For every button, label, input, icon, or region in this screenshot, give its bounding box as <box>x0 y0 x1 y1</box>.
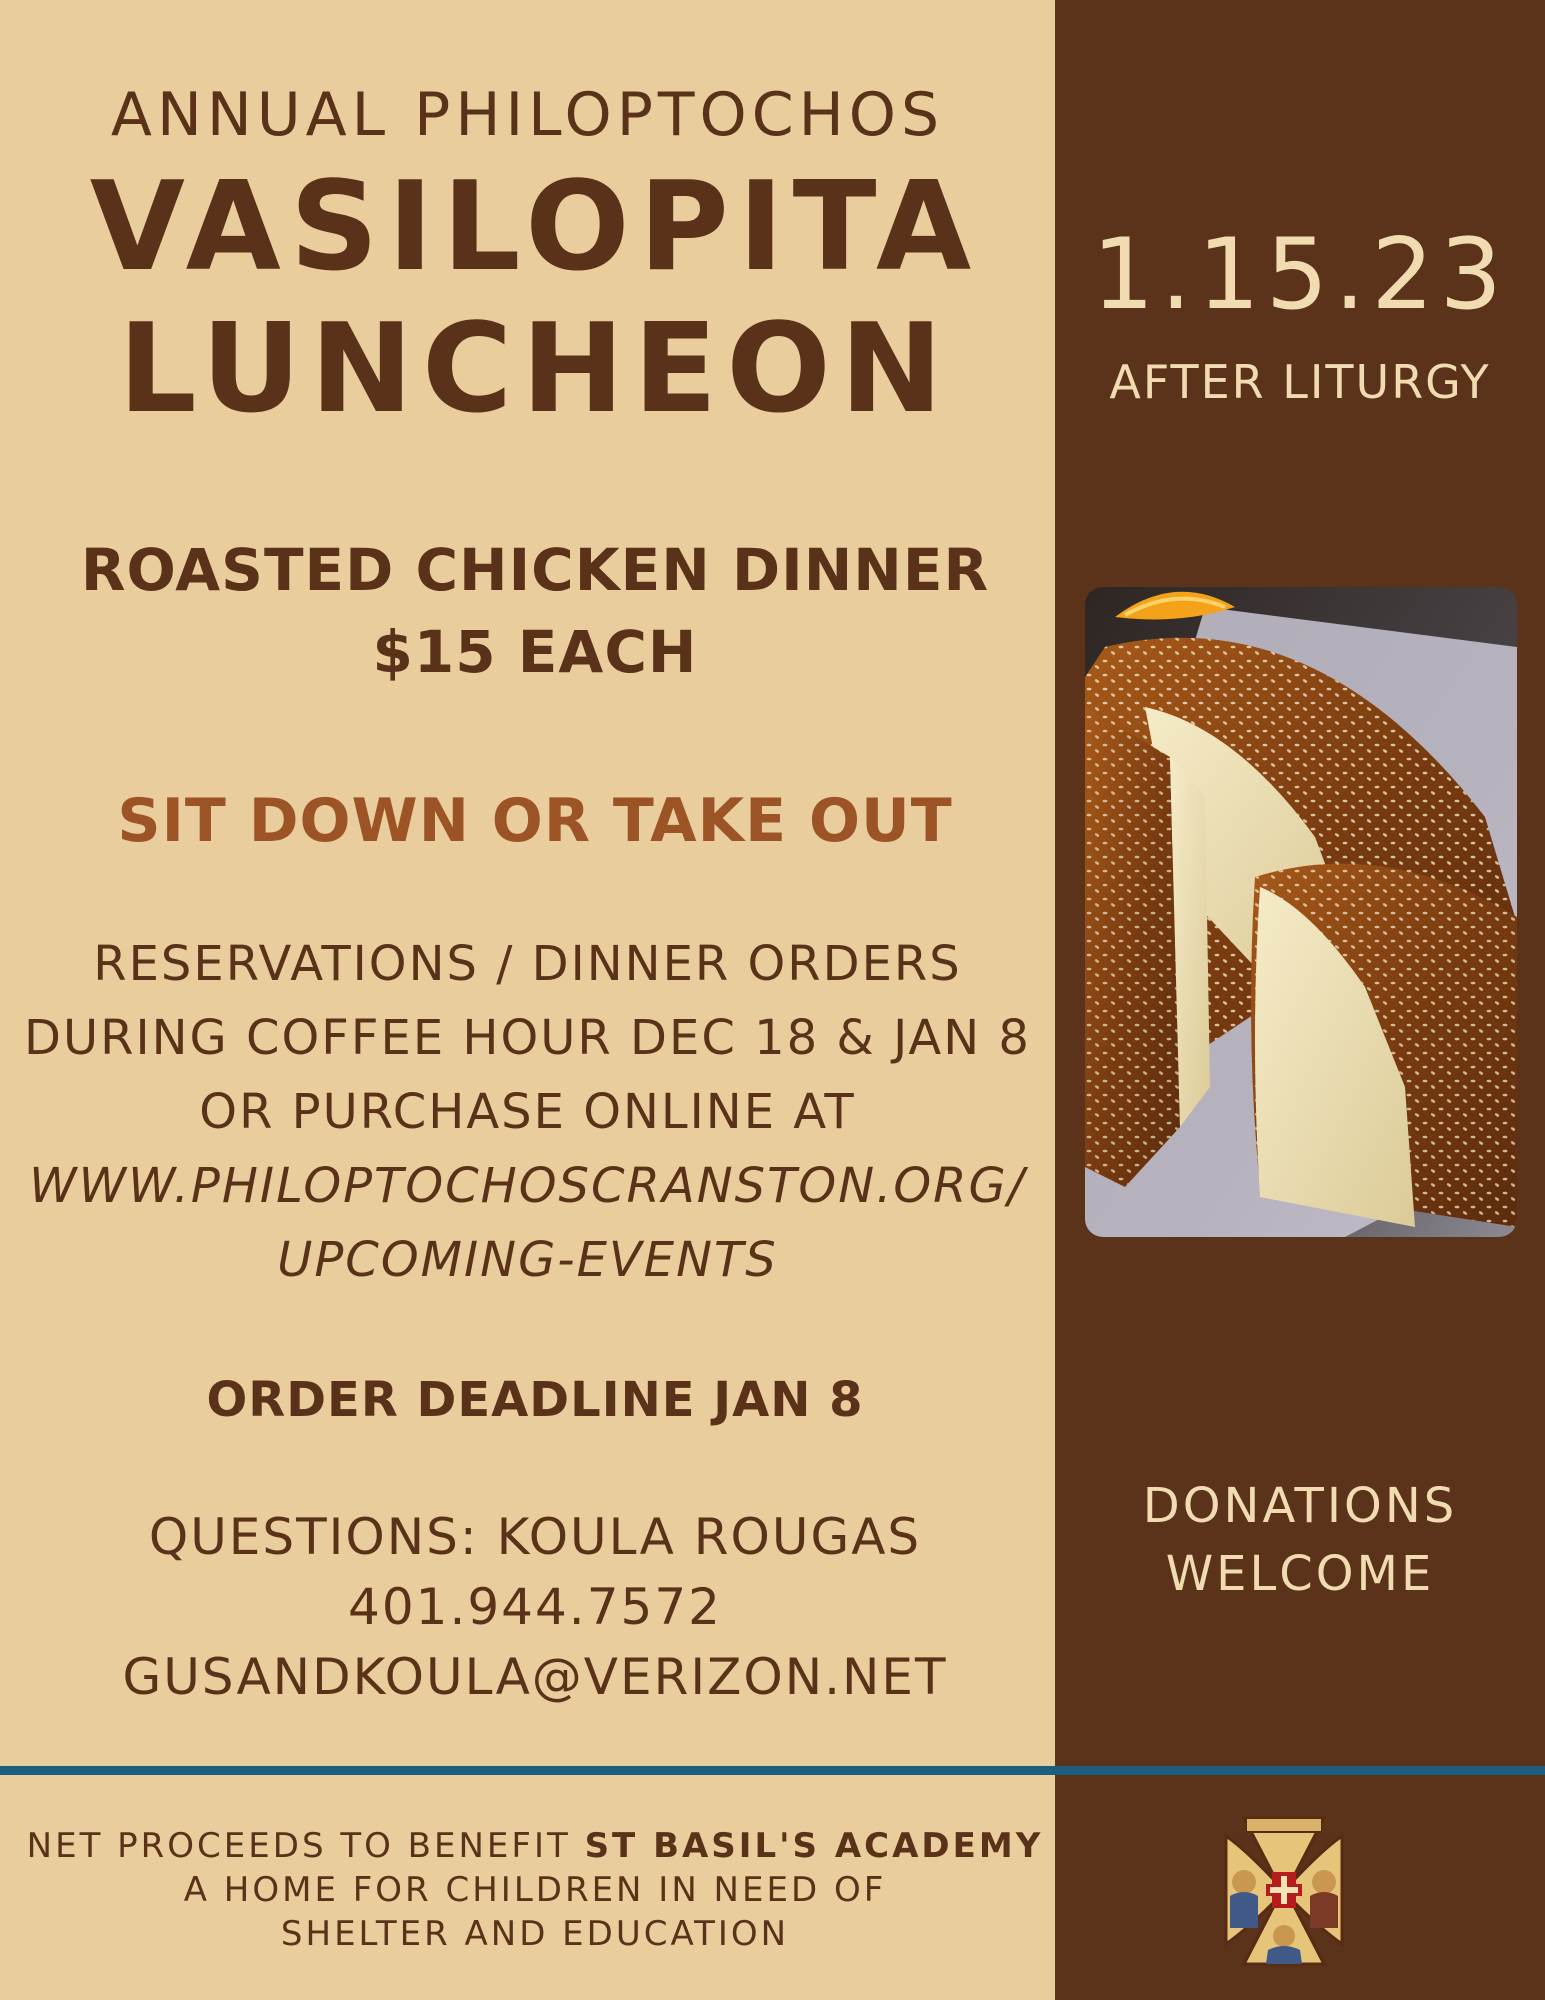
menu-dish: ROASTED CHICKEN DINNER <box>80 536 990 604</box>
footer-beneficiary: ST BASIL'S ACADEMY <box>584 1826 1044 1866</box>
footer-divider <box>0 1766 1545 1775</box>
reservations-line1: RESERVATIONS / DINNER ORDERS <box>93 936 962 992</box>
footer-prefix: NET PROCEEDS TO BENEFIT <box>26 1826 585 1866</box>
reservations-url-line2[interactable]: UPCOMING-EVENTS <box>277 1232 778 1288</box>
event-title-line2: LUNCHEON <box>118 298 952 441</box>
contact-phone: 401.944.7572 <box>348 1578 722 1636</box>
service-options: SIT DOWN OR TAKE OUT <box>117 786 953 856</box>
vasilopita-bread-photo <box>1085 587 1517 1237</box>
st-basil-cross-emblem <box>1222 1810 1346 1970</box>
reservations-url-line1[interactable]: WWW.PHILOPTOCHOSCRANSTON.ORG/ <box>29 1158 1026 1214</box>
reservations-line2: DURING COFFEE HOUR DEC 18 & JAN 8 <box>24 1010 1031 1066</box>
donations-line1: DONATIONS <box>1142 1478 1458 1534</box>
contact-email[interactable]: GUSANDKOULA@VERIZON.NET <box>122 1648 948 1706</box>
donations-line2: WELCOME <box>1165 1546 1435 1602</box>
contact-name: QUESTIONS: KOULA ROUGAS <box>148 1508 922 1566</box>
footer-beneficiary-line <box>0 1826 1070 1866</box>
menu-price: $15 EACH <box>372 618 698 686</box>
event-time-note: AFTER LITURGY <box>1109 355 1491 409</box>
order-deadline: ORDER DEADLINE JAN 8 <box>206 1372 864 1428</box>
organizer-heading: ANNUAL PHILOPTOCHOS <box>110 80 945 150</box>
event-date: 1.15.23 <box>1091 218 1509 332</box>
footer-line3: SHELTER AND EDUCATION <box>280 1914 790 1954</box>
reservations-line3: OR PURCHASE ONLINE AT <box>199 1084 856 1140</box>
footer-line2: A HOME FOR CHILDREN IN NEED OF <box>183 1870 887 1910</box>
event-title-line1: VASILOPITA <box>89 156 981 299</box>
